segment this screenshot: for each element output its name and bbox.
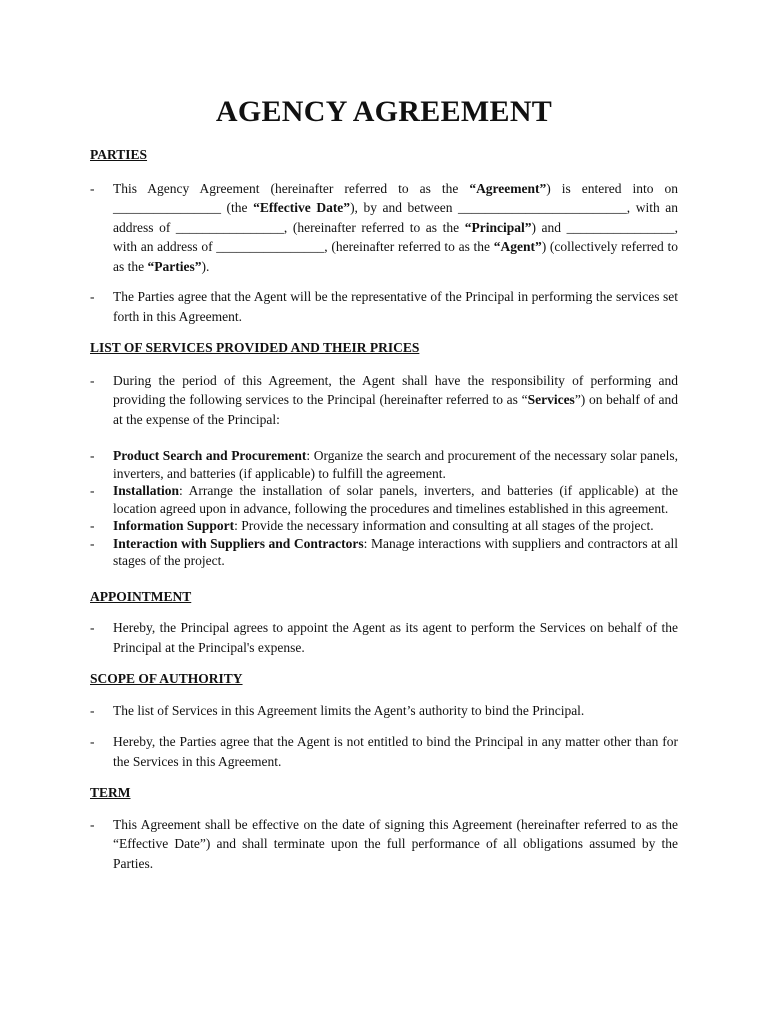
bullet-dash: - — [90, 702, 95, 718]
service-item-text: : Arrange the installation of solar panels, inverters, and batteries (if applicable) at the location agreed upon in advance, following the procedures and timelines established in this agreement. — [113, 483, 678, 516]
document-body — [90, 145, 678, 873]
bullet-dash: - — [90, 180, 95, 196]
service-item — [90, 535, 678, 570]
bullet-dash: - — [90, 620, 95, 635]
bullet-dash: - — [90, 535, 95, 551]
text-run: ). — [201, 258, 210, 274]
appointment-paragraph — [90, 618, 678, 657]
text-run: ) (collectively referred to as the — [113, 239, 679, 274]
defined-term-services: Services — [527, 392, 575, 407]
parties-paragraph-2 — [90, 287, 678, 326]
text-run: During the period of this Agreement, the Agent shall have the responsibility of performing and providing the following services to the Principal (hereinafter referred to as “ — [113, 372, 678, 407]
bullet-dash: - — [90, 289, 95, 304]
bullet-dash: - — [90, 483, 95, 498]
services-intro — [90, 371, 678, 430]
service-item-label: Installation — [113, 483, 180, 498]
scope-paragraph-1 — [90, 701, 678, 721]
section-heading-appointment: APPOINTMENT — [90, 588, 192, 604]
scope-paragraph-2 — [90, 732, 678, 771]
service-item — [90, 447, 678, 482]
service-item-text: : Manage interactions with suppliers and contractors at all stages of the project. — [113, 535, 678, 568]
paragraph-text: The list of Services in this Agreement limits the Agent’s authority to bind the Principal. — [113, 702, 585, 718]
service-item-text: : Organize the search and procurement of the necessary solar panels, inverters, and batteries (if applicable) to fulfill the agreement. — [113, 448, 678, 481]
text-run: This Agency Agreement (hereinafter referred to as the — [113, 180, 470, 196]
section-heading-scope: SCOPE OF AUTHORITY — [90, 671, 243, 686]
paragraph-text: Hereby, the Parties agree that the Agent is not entitled to bind the Principal in any matter other than for the Services in this Agreement. — [113, 734, 678, 769]
defined-term-principal: “Principal” — [464, 219, 532, 235]
bullet-dash: - — [90, 372, 95, 388]
defined-term-agreement: “Agreement” — [469, 180, 547, 196]
bullet-dash: - — [90, 816, 95, 832]
defined-term-agent: “Agent” — [493, 239, 542, 254]
service-item-label: Product Search and Procurement — [113, 448, 307, 463]
service-item-label: Information Support — [113, 518, 235, 533]
section-heading-services: LIST OF SERVICES PROVIDED AND THEIR PRICES — [90, 340, 420, 355]
service-item — [90, 482, 678, 517]
text-run: ), by and between _________________________, with an address of ________________, (hereinafter referred to as the — [113, 200, 678, 235]
section-heading-term: TERM — [90, 785, 131, 800]
service-item-label: Interaction with Suppliers and Contractors — [113, 535, 364, 551]
parties-paragraph-1 — [90, 179, 678, 277]
text-run: ) and ________________, with an address of ________________, (hereinafter referred to as the — [113, 219, 678, 254]
bullet-dash: - — [90, 518, 95, 533]
document-title: AGENCY AGREEMENT — [215, 95, 553, 128]
paragraph-text: The Parties agree that the Agent will be the representative of the Principal in performing the services set forth in this Agreement. — [113, 289, 678, 324]
paragraph-text: Hereby, the Principal agrees to appoint the Agent as its agent to perform the Services on behalf of the Principal at the Principal's expense. — [113, 620, 678, 655]
paragraph-text: This Agreement shall be effective on the date of signing this Agreement (hereinafter referred to as the “Effective Date”) and shall terminate upon the full performance of all obligations assumed by the Parties. — [113, 816, 678, 871]
bullet-dash: - — [90, 734, 95, 749]
defined-term-parties: “Parties” — [147, 258, 202, 274]
text-run: ) is entered into on ________________ (the — [113, 180, 678, 215]
service-item-text: : Provide the necessary information and consulting at all stages of the project. — [234, 518, 654, 533]
defined-term-effective-date: “Effective Date” — [253, 200, 351, 215]
section-heading-parties: PARTIES — [90, 147, 148, 162]
service-item — [90, 517, 678, 535]
term-paragraph — [90, 815, 678, 874]
bullet-dash: - — [90, 448, 95, 463]
text-run: ”) on behalf of and at the expense of the Principal: — [113, 392, 678, 427]
